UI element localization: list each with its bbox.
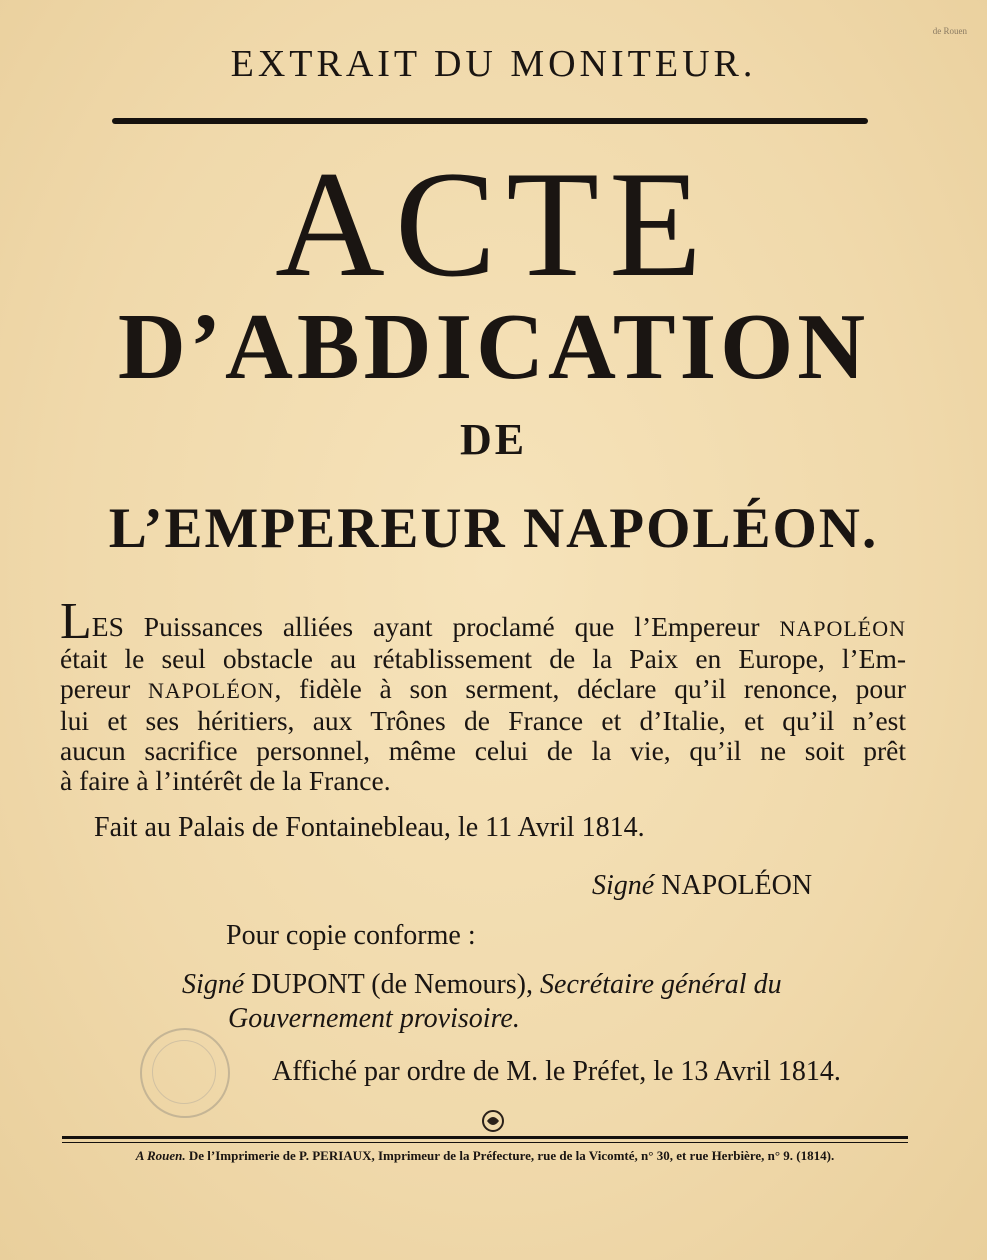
- signe-label: Signé: [182, 969, 245, 1000]
- signature-role-cont: Gouvernement provisoire.: [228, 1003, 520, 1034]
- header-title: EXTRAIT DU MONITEUR.: [230, 43, 757, 85]
- body-line-1: LES Puissances alliées ayant proclamé que l’Empereur NAPOLÉON: [60, 593, 906, 650]
- signature-name: NAPOLÉON: [661, 870, 813, 901]
- affiche-par-ordre: Affiché par ordre de M. le Préfet, le 13 Avril 1814.: [272, 1056, 841, 1087]
- corner-mark: de Rouen: [932, 26, 967, 36]
- bottom-rule-thick: [62, 1136, 908, 1139]
- pour-copie-conforme: Pour copie conforme :: [226, 920, 476, 951]
- title-abdication: D’ABDICATION: [117, 295, 870, 399]
- imprint-text: De l’Imprimerie de P. PERIAUX, Imprimeur de la Préfecture, rue de la Vicomté, n° 30, et rue Herbière, n° 9. (1814).: [188, 1148, 835, 1163]
- signature-role: Secrétaire général du: [540, 969, 782, 1000]
- library-stamp-inner: [152, 1040, 216, 1104]
- body-line-5: aucun sacrifice personnel, même celui de la vie, qu’il ne soit prêt: [60, 735, 906, 766]
- bottom-rule-thin: [62, 1142, 908, 1143]
- signature-napoleon: [592, 870, 812, 902]
- signature-name: DUPONT: [251, 969, 365, 1000]
- body-line-3: pereur NAPOLÉON, fidèle à son serment, déclare qu’il renonce, pour: [60, 673, 906, 704]
- title-empereur: L’EMPEREUR NAPOLÉON.: [108, 497, 879, 560]
- signature-paren: (de Nemours),: [371, 969, 534, 1000]
- title-de: DE: [459, 415, 528, 464]
- signature-dupont: [182, 968, 922, 1036]
- title-acte: ACTE: [275, 140, 712, 308]
- abdication-text: [60, 593, 906, 796]
- body-line-4: lui et ses héritiers, aux Trônes de France et d’Italie, et qu’il n’est: [60, 705, 906, 736]
- napoleon-name: NAPOLÉON: [147, 678, 275, 703]
- imprint-place: A Rouen.: [135, 1148, 186, 1163]
- top-rule-divider: [112, 118, 868, 124]
- drop-cap: L: [60, 593, 92, 650]
- body-line-2: était le seul obstacle au rétablissement de la Paix en Europe, l’Em-: [60, 643, 906, 674]
- ornament-icon: [480, 1108, 506, 1134]
- signe-label: Signé: [592, 870, 655, 901]
- fait-au-palais: Fait au Palais de Fontainebleau, le 11 Avril 1814.: [94, 812, 645, 843]
- printer-imprint: [62, 1148, 908, 1164]
- body-line-6: à faire à l’intérêt de la France.: [60, 765, 391, 796]
- napoleon-name: NAPOLÉON: [779, 616, 906, 641]
